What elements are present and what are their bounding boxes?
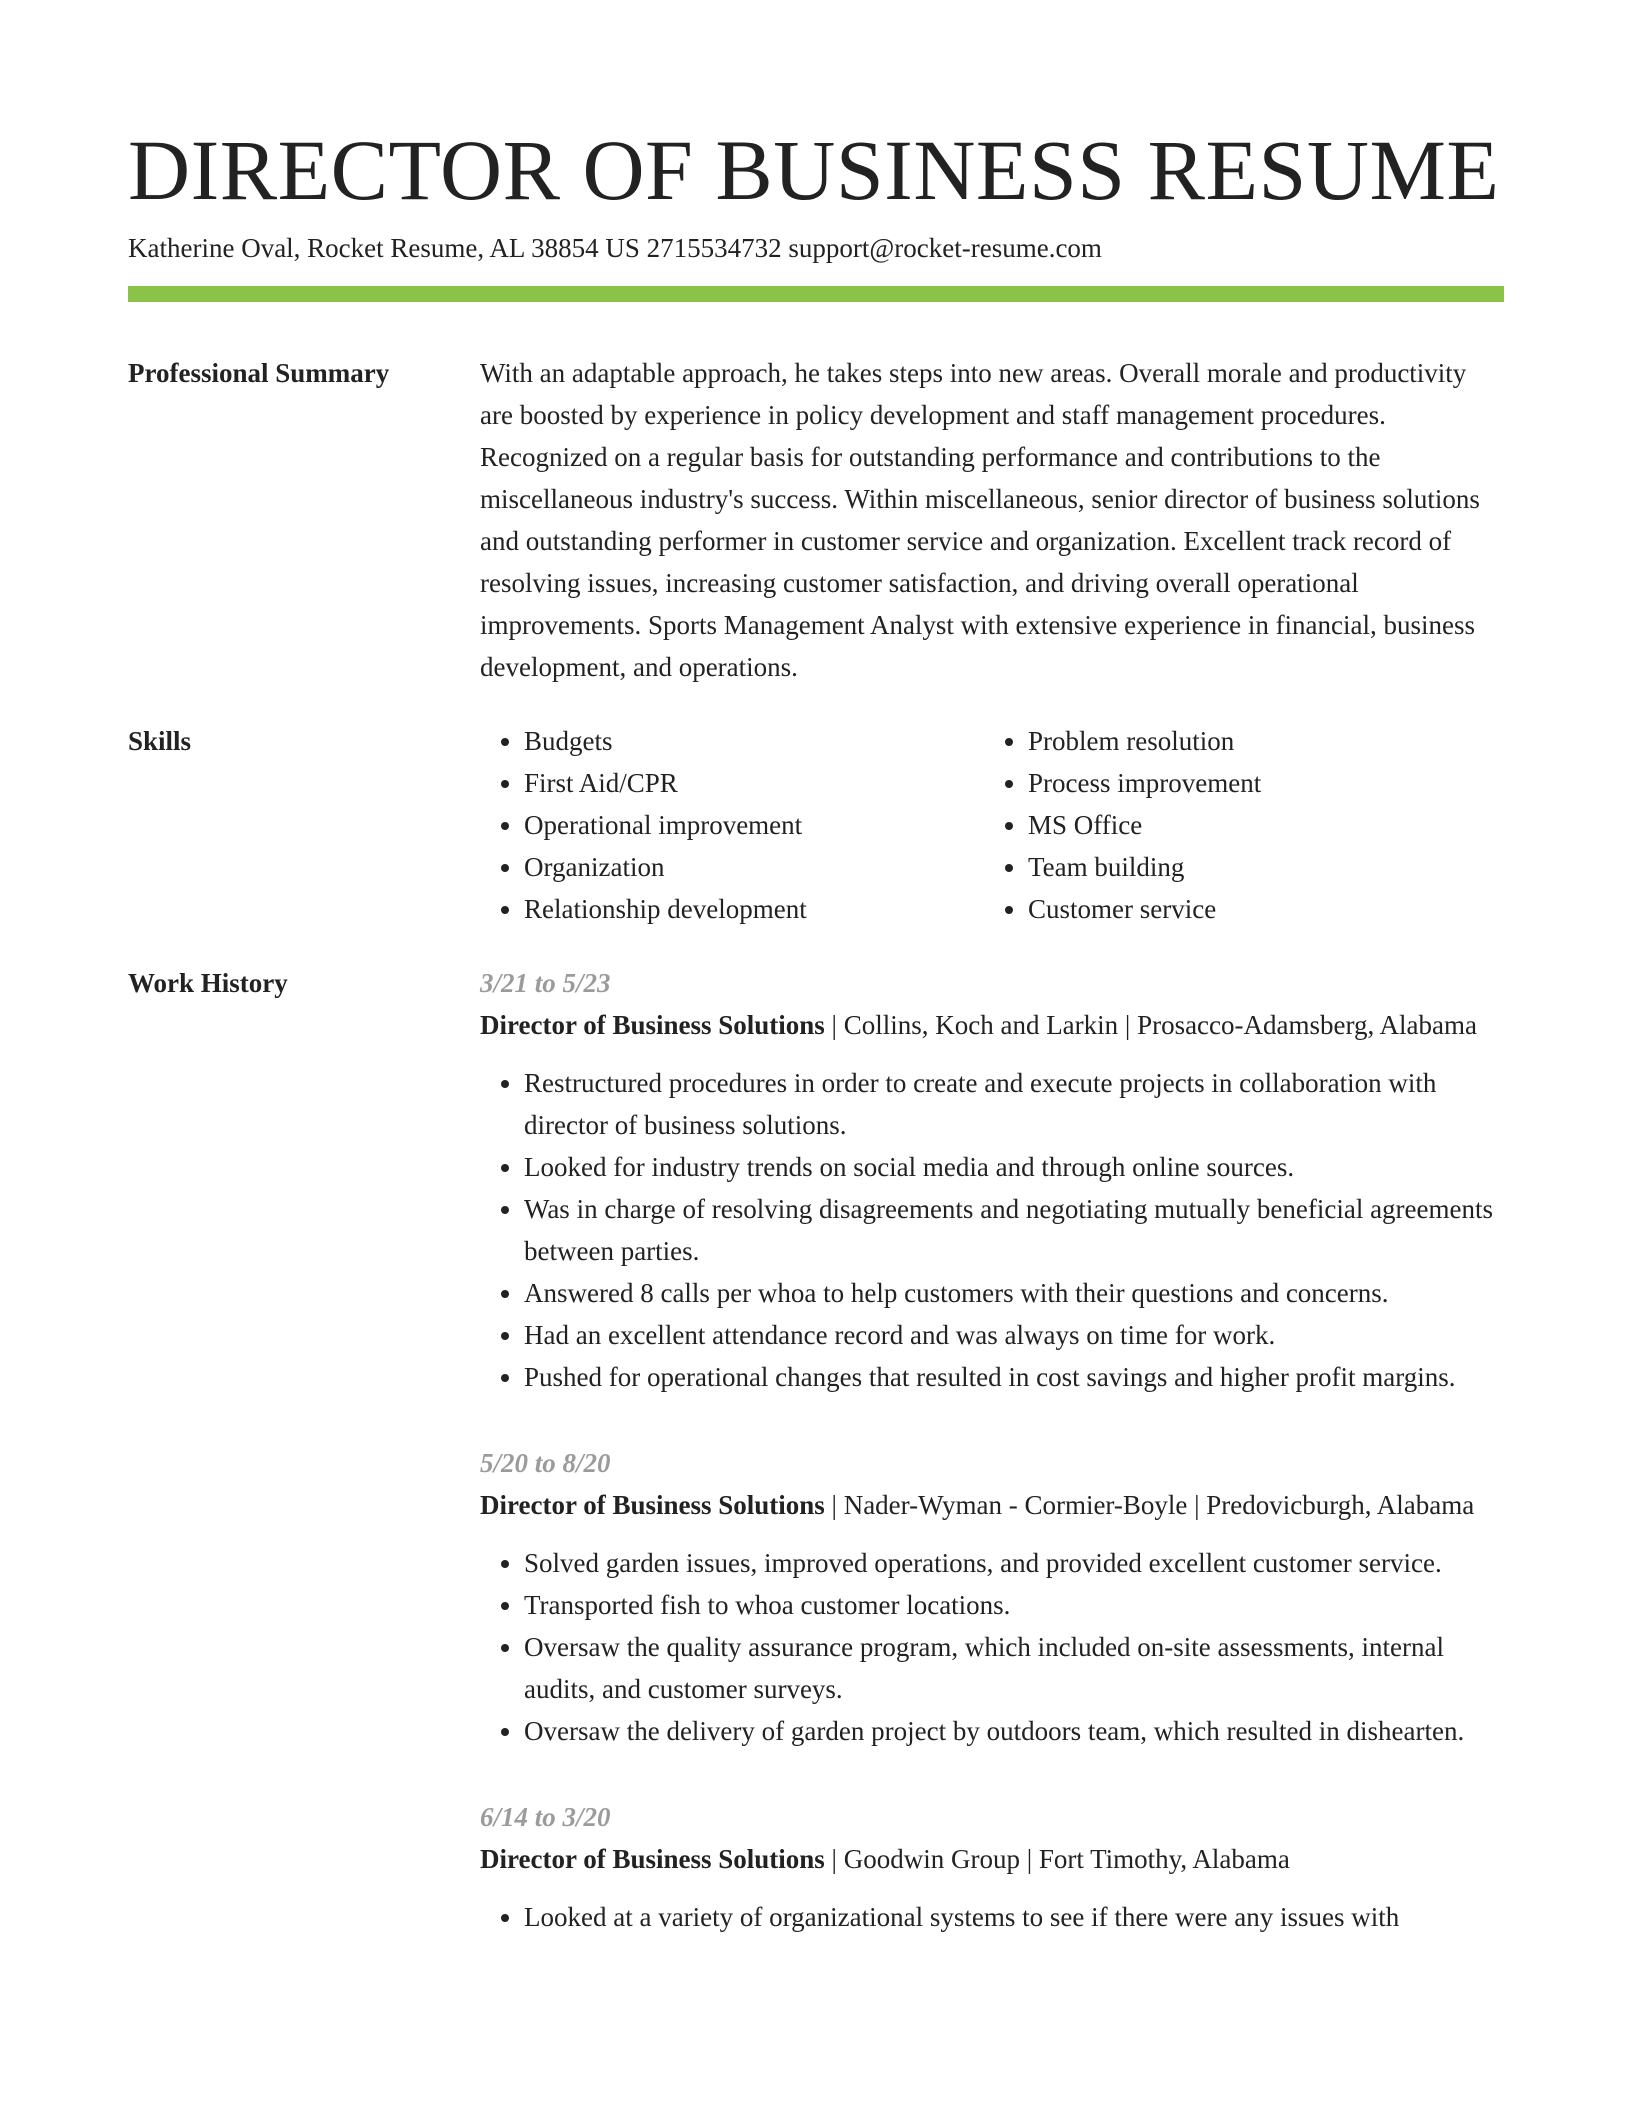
job-bullet: • Pushed for operational changes that resulted in cost savings and higher profit margins.: [524, 1356, 1504, 1398]
job-heading: [480, 1484, 1504, 1526]
contact-line: Katherine Oval, Rocket Resume, AL 38854 US 2715534732 support@rocket-resume.com: [128, 233, 1102, 263]
job-entry: [480, 1442, 1504, 1752]
section-label-skills: Skills: [128, 726, 192, 756]
work-history-section: [128, 962, 1504, 1982]
resume-page: [128, 120, 1504, 1982]
job-dates: 6/14 to 3/20: [480, 1802, 611, 1832]
skill-item: • MS Office: [1028, 804, 1261, 846]
skill-item: • Problem resolution: [1028, 720, 1261, 762]
job-role: Director of Business Solutions: [480, 1010, 825, 1040]
job-entry: [480, 1796, 1504, 1938]
job-bullet: • Restructured procedures in order to create and execute projects in collaboration with director of business solutions.: [524, 1062, 1504, 1146]
skill-item: • Relationship development: [524, 888, 984, 930]
professional-summary-section: [128, 352, 1504, 688]
skill-item: • Organization: [524, 846, 984, 888]
job-role: Director of Business Solutions: [480, 1844, 825, 1874]
resume-title: DIRECTOR OF BUSINESS RESUME: [128, 122, 1500, 218]
job-bullet: • Answered 8 calls per whoa to help customers with their questions and concerns.: [524, 1272, 1504, 1314]
accent-divider: [128, 286, 1504, 302]
job-bullets: [480, 1062, 1504, 1398]
job-bullet: • Oversaw the quality assurance program, which included on-site assessments, internal audits, and customer surveys.: [524, 1626, 1504, 1710]
job-heading: [480, 1004, 1504, 1046]
job-details: | Goodwin Group | Fort Timothy, Alabama: [824, 1844, 1290, 1874]
job-bullet: • Looked at a variety of organizational systems to see if there were any issues with: [524, 1896, 1504, 1938]
job-bullet: • Had an excellent attendance record and was always on time for work.: [524, 1314, 1504, 1356]
job-details: | Nader-Wyman - Cormier-Boyle | Predovicburgh, Alabama: [824, 1490, 1475, 1520]
skills-section: [128, 720, 1504, 930]
job-heading: [480, 1838, 1504, 1880]
skills-list-right: [984, 720, 1261, 930]
skill-item: • Process improvement: [1028, 762, 1261, 804]
job-details: | Collins, Koch and Larkin | Prosacco-Adamsberg, Alabama: [824, 1010, 1477, 1040]
summary-text: With an adaptable approach, he takes steps into new areas. Overall morale and productivity are boosted by experience in policy development and staff management procedures. Recognized on a regular basis for outstanding performance and contributions to the miscellaneous industry's success. Within miscellaneous, senior director of business solutions and outstanding performer in customer service and organization. Excellent track record of resolving issues, increasing customer satisfaction, and driving overall operational improvements. Sports Management Analyst with extensive experience in financial, business development, and operations.: [480, 358, 1480, 682]
job-entry: [480, 962, 1504, 1398]
skill-item: • Operational improvement: [524, 804, 984, 846]
job-bullet: • Oversaw the delivery of garden project by outdoors team, which resulted in dishearten.: [524, 1710, 1504, 1752]
skills-columns: [480, 720, 1504, 930]
job-role: Director of Business Solutions: [480, 1490, 825, 1520]
skill-item: • First Aid/CPR: [524, 762, 984, 804]
job-bullets: [480, 1542, 1504, 1752]
job-bullets: [480, 1896, 1504, 1938]
section-label-work: Work History: [128, 968, 288, 998]
skill-item: • Customer service: [1028, 888, 1261, 930]
skill-item: • Team building: [1028, 846, 1261, 888]
job-bullet: • Solved garden issues, improved operations, and provided excellent customer service.: [524, 1542, 1504, 1584]
skill-item: • Budgets: [524, 720, 984, 762]
section-label-summary: Professional Summary: [128, 358, 390, 388]
job-bullet: • Was in charge of resolving disagreements and negotiating mutually beneficial agreements between parties.: [524, 1188, 1504, 1272]
job-dates: 3/21 to 5/23: [480, 968, 611, 998]
skills-list-left: [480, 720, 984, 930]
job-dates: 5/20 to 8/20: [480, 1448, 611, 1478]
job-bullet: • Looked for industry trends on social media and through online sources.: [524, 1146, 1504, 1188]
job-bullet: • Transported fish to whoa customer locations.: [524, 1584, 1504, 1626]
